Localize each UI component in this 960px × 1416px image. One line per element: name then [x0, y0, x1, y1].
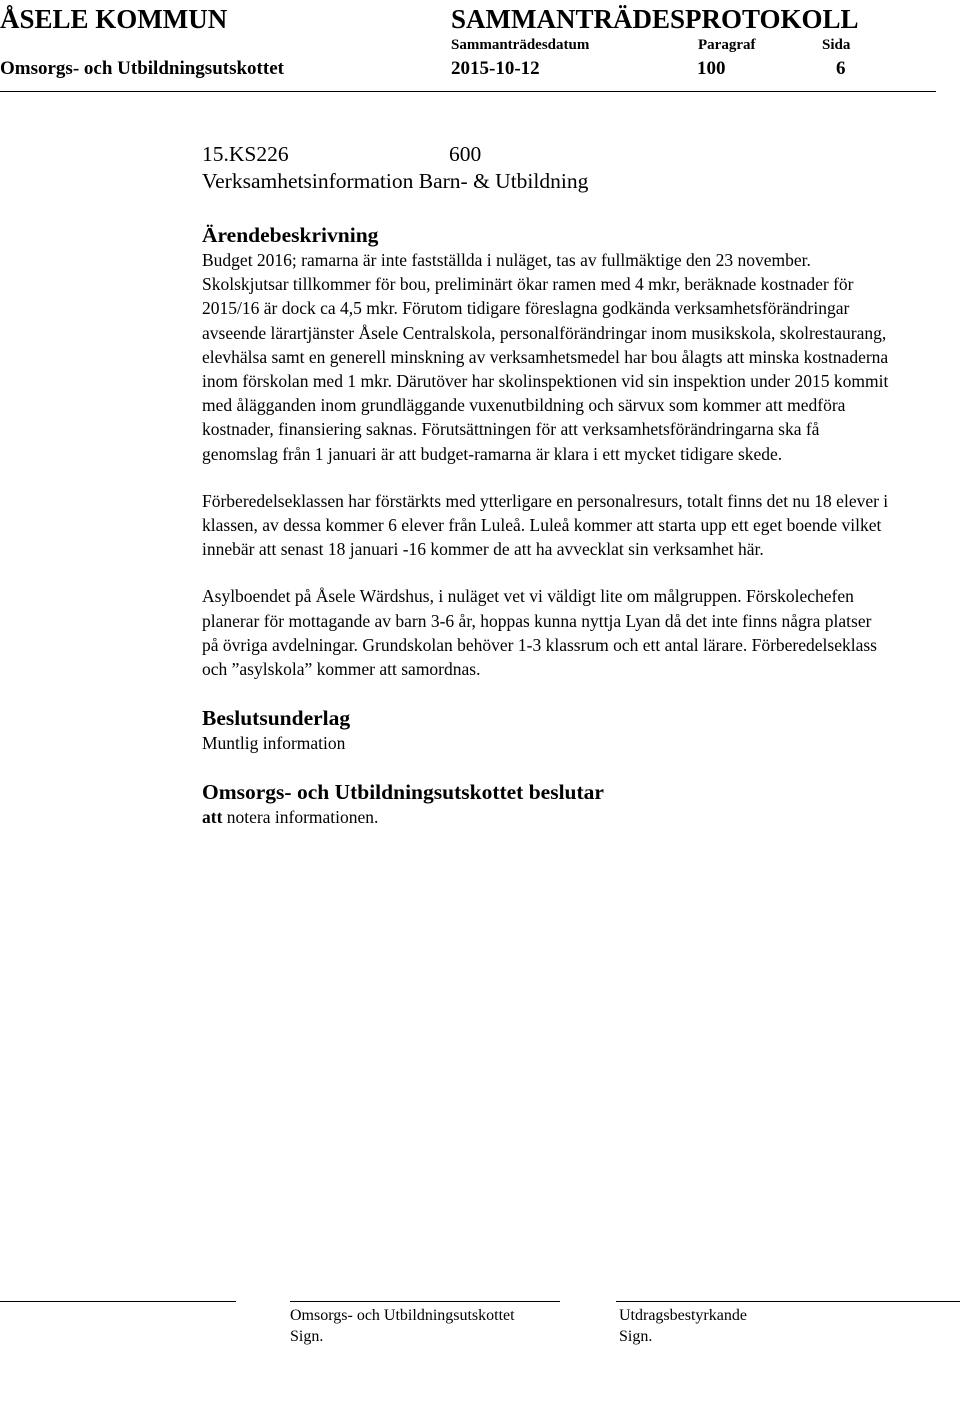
page-label: Sida — [822, 37, 851, 53]
meeting-date: 2015-10-12 — [451, 58, 540, 79]
decision-heading: Omsorgs- och Utbildningsutskottet beslutar — [202, 780, 604, 805]
footer-extract-label: Utdragsbestyrkande — [619, 1307, 747, 1324]
decision-lead: att — [202, 807, 223, 828]
diary-number: 600 — [449, 142, 482, 166]
description-paragraph-2: Förberedelseklassen har förstärkts med ytterligare en personalresurs, totalt finns det nu 18 elever i klassen, av dessa kommer 6 elever från Luleå. Luleå kommer att starta upp ett eget boende vilket innebär att senast 18 januari -16 kommer de att ha avvecklat sin verksamhet här. — [202, 490, 889, 560]
decision-line — [202, 805, 892, 829]
meeting-date-label: Sammanträdesdatum — [451, 37, 590, 53]
case-title: Verksamhetsinformation Barn- & Utbildning — [202, 169, 589, 193]
organization-name: ÅSELE KOMMUN — [0, 4, 228, 34]
basis-text: Muntlig information — [202, 733, 346, 754]
footer-committee-label: Omsorgs- och Utbildningsutskottet — [290, 1307, 515, 1324]
paragraph-label: Paragraf — [698, 37, 756, 53]
description-paragraph-3: Asylboendet på Åsele Wärdshus, i nuläget vet vi väldigt lite om målgruppen. Förskolechefen planerar för mottagande av barn 3-6 år, hoppas kunna nyttja Lyan då det inte finns några platser på övriga avdelningar. Grundskolan behöver 1-3 klassrum och ett antal lärare. Förberedelseklass och ”asylskola” kommer att samordnas. — [202, 586, 877, 680]
footer-extract-sign: Sign. — [619, 1328, 653, 1345]
case-number: 15.KS226 — [202, 142, 289, 166]
description-heading: Ärendebeskrivning — [202, 223, 379, 247]
page-number: 6 — [836, 58, 846, 79]
description-paragraph-1: Budget 2016; ramarna är inte fastställda i nuläget, tas av fullmäktige den 23 november. Skolskjutsar tillkommer för bou, preliminärt ökar ramen med 4 mkr, beräknade kostnader för 2015/16 är dock ca 4,5 mkr. Förutom tidigare föreslagna godkända verksamhetsförändringar avseende lärartjänster Åsele Centralskola, personalförändringar inom musikskola, skolrestaurang, elevhälsa samt en generell minskning av verksamhetsmedel har bou ålagts att minska kostnaderna inom förskolan med 1 mkr. Därutöver har skolinspektionen vid sin inspektion under 2015 kommit med ålägganden inom grundläggande vuxenutbildning och särvux som kommer att medföra kostnader, finansiering saknas. Förutsättningen för att verksamhetsförändringarna ska få genomslag från 1 januari är att budget-ramarna är klara i ett mycket tidigare skede. — [202, 250, 889, 464]
paragraph-number: 100 — [697, 58, 726, 79]
footer-divider-middle — [290, 1301, 560, 1302]
committee-name: Omsorgs- och Utbildningsutskottet — [0, 58, 284, 79]
header-divider — [0, 91, 936, 92]
decision-text: notera informationen. — [222, 807, 379, 828]
protocol-body — [202, 142, 892, 830]
document-type: SAMMANTRÄDESPROTOKOLL — [451, 4, 859, 34]
case-reference — [202, 142, 892, 168]
footer-divider-right — [616, 1301, 960, 1302]
footer-divider-left — [0, 1301, 236, 1302]
basis-heading: Beslutsunderlag — [202, 706, 351, 731]
footer-committee-sign: Sign. — [290, 1328, 324, 1345]
